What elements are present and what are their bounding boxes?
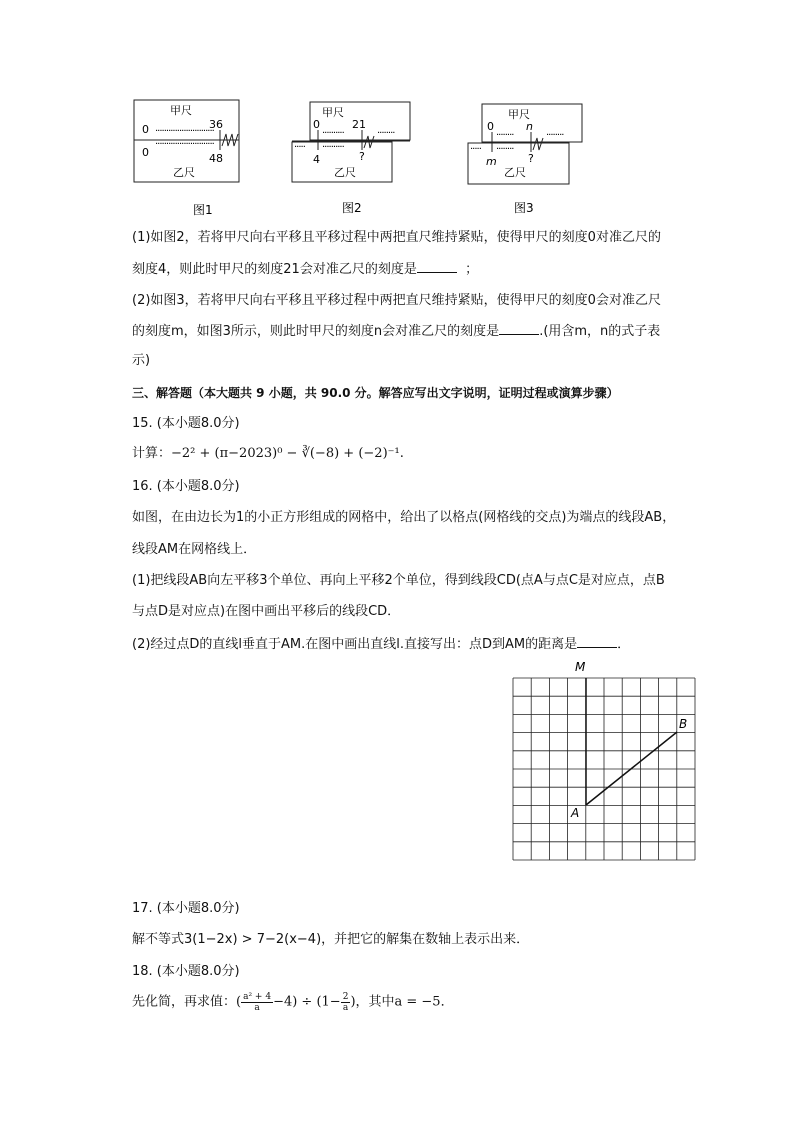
fig1-break-mark <box>222 134 238 146</box>
q16-line1: 如图，在由边长为1的小正方形组成的网格中，给出了以格点(网格线的交点)为端点的线段AB， <box>132 510 676 525</box>
fig3-caption: 图3 <box>514 201 534 215</box>
fig3-top-mark: n <box>526 120 533 133</box>
fig3-bottom-left-mark: m <box>486 155 497 168</box>
q15-prefix: 计算： <box>132 446 172 461</box>
fig1-bottom-zero: 0 <box>142 146 149 159</box>
figure-3 <box>468 104 582 184</box>
q14-part2-line3: 示) <box>132 353 151 368</box>
fig1-top-ruler-label: 甲尺 <box>170 104 192 117</box>
fig2-caption: 图2 <box>342 201 362 215</box>
fig2-top-zero: 0 <box>313 118 320 131</box>
q18-frac2-denominator: a <box>342 1003 349 1013</box>
q18-prefix: 先化简，再求值： <box>132 994 237 1010</box>
q15-body <box>132 445 404 463</box>
fig2-top-ruler-label: 甲尺 <box>322 106 344 119</box>
q17-header: 17. (本小题8.0分) <box>132 901 240 916</box>
q14-part2-line2-end: .(用含m，n的式子表 <box>539 324 661 339</box>
figure-2 <box>292 102 410 182</box>
grid-lines <box>513 678 695 860</box>
q16-part2-text: (2)经过点D的直线l垂直于AM.在图中画出直线l.直接写出：点D到AM的距离是 <box>132 637 578 652</box>
q18-tail: )，其中a = −5． <box>350 994 454 1010</box>
q18-frac2-numerator: 2 <box>342 992 349 1002</box>
label-b: B <box>679 717 688 731</box>
q18-frac1-denominator: a <box>254 1003 260 1013</box>
fig3-bottom-left-dots: ····· <box>470 144 481 155</box>
q15-header: 15. (本小题8.0分) <box>132 416 240 431</box>
q16-answer-blank <box>577 635 617 648</box>
fig3-top-ruler-label: 甲尺 <box>508 108 530 121</box>
label-m: M <box>575 660 586 674</box>
fig2-bottom-dots: ·········· <box>322 142 344 153</box>
fig3-top-dots: ········ <box>496 130 514 141</box>
q18-frac1-numerator: a² + 4 <box>243 992 272 1002</box>
segment-ab <box>586 732 677 805</box>
q16-part2-end: ． <box>617 637 631 652</box>
q16-part1-line2: 与点D是对应点)在图中画出平移后的线段CD． <box>132 604 401 619</box>
fig1-caption: 图1 <box>193 203 213 217</box>
q16-part2 <box>132 635 630 654</box>
fig2-top-mark: 21 <box>352 118 366 131</box>
q16-grid-figure <box>505 657 705 862</box>
fig2-bottom-left-dots: ····· <box>294 142 305 153</box>
q18-fraction-2 <box>341 992 351 1013</box>
q18-header: 18. (本小题8.0分) <box>132 964 240 979</box>
fig1-top-zero: 0 <box>142 123 149 136</box>
q14-part2-line2 <box>132 322 660 341</box>
q16-part1-line1: (1)把线段AB向左平移3个单位、再向上平移2个单位，得到线段CD(点A与点C是对应点，点B <box>132 573 665 588</box>
q14-part1-answer-blank <box>417 260 457 273</box>
label-a: A <box>571 806 580 820</box>
fig2-bottom-mark: ? <box>359 150 365 163</box>
q16-header: 16. (本小题8.0分) <box>132 479 240 494</box>
q14-part1-line1: (1)如图2，若将甲尺向右平移且平移过程中两把直尺维持紧贴，使得甲尺的刻度0对准乙尺的 <box>132 230 661 245</box>
q14-part2-line1: (2)如图3，若将甲尺向右平移且平移过程中两把直尺维持紧贴，使得甲尺的刻度0会对准乙尺 <box>132 293 661 308</box>
q18-fraction-1 <box>241 992 273 1013</box>
fig1-top-dots: ··························· <box>155 126 214 137</box>
q16-line2: 线段AM在网格线上． <box>132 542 257 557</box>
q15-expression: −2² + (π−2023)⁰ − ∛(−8) + (−2)⁻¹. <box>171 446 404 461</box>
figure-1 <box>134 100 239 182</box>
q18-middle: −4) ÷ (1− <box>273 994 341 1010</box>
fig3-bottom-dots: ········ <box>496 144 514 155</box>
fig1-bottom-ruler-label: 乙尺 <box>173 166 195 179</box>
q14-part2-answer-blank <box>499 322 539 335</box>
fig2-bottom-ruler-label: 乙尺 <box>334 166 356 179</box>
q18-body: 先化简，再求值：( $\frac{\text{a² + 4}}{a}$ −4) ÷ (1− $\frac{2}{a}$ )，其中a = −5． <box>132 992 454 1013</box>
fig3-bottom-mark: ? <box>528 152 534 165</box>
fig1-top-mark: 36 <box>209 118 223 131</box>
fig1-bottom-mark: 48 <box>209 152 223 165</box>
fig3-top-zero: 0 <box>487 120 494 133</box>
section-3-title: 三、解答题（本大题共 9 小题，共 90.0 分。解答应写出文字说明，证明过程或演算步骤） <box>132 386 619 400</box>
q14-part1-line2-text: 刻度4，则此时甲尺的刻度21会对准乙尺的刻度是 <box>132 262 417 277</box>
q14-part1-line2 <box>132 260 478 279</box>
ruler-figures <box>0 0 794 230</box>
fig2-top-right-dots: ········ <box>377 128 395 139</box>
fig2-top-dots: ·········· <box>322 128 344 139</box>
fig3-top-right-dots: ········ <box>546 130 564 141</box>
q14-part2-line2-text: 的刻度m，如图3所示，则此时甲尺的刻度n会对准乙尺的刻度是 <box>132 324 500 339</box>
fig2-bottom-left-mark: 4 <box>313 153 320 166</box>
q17-body: 解不等式3(1−2x) > 7−2(x−4)，并把它的解集在数轴上表示出来． <box>132 932 530 947</box>
fig1-bottom-dots: ··························· <box>155 139 214 150</box>
q14-part1-line2-end: ； <box>465 262 479 277</box>
fig3-bottom-ruler-label: 乙尺 <box>504 166 526 179</box>
